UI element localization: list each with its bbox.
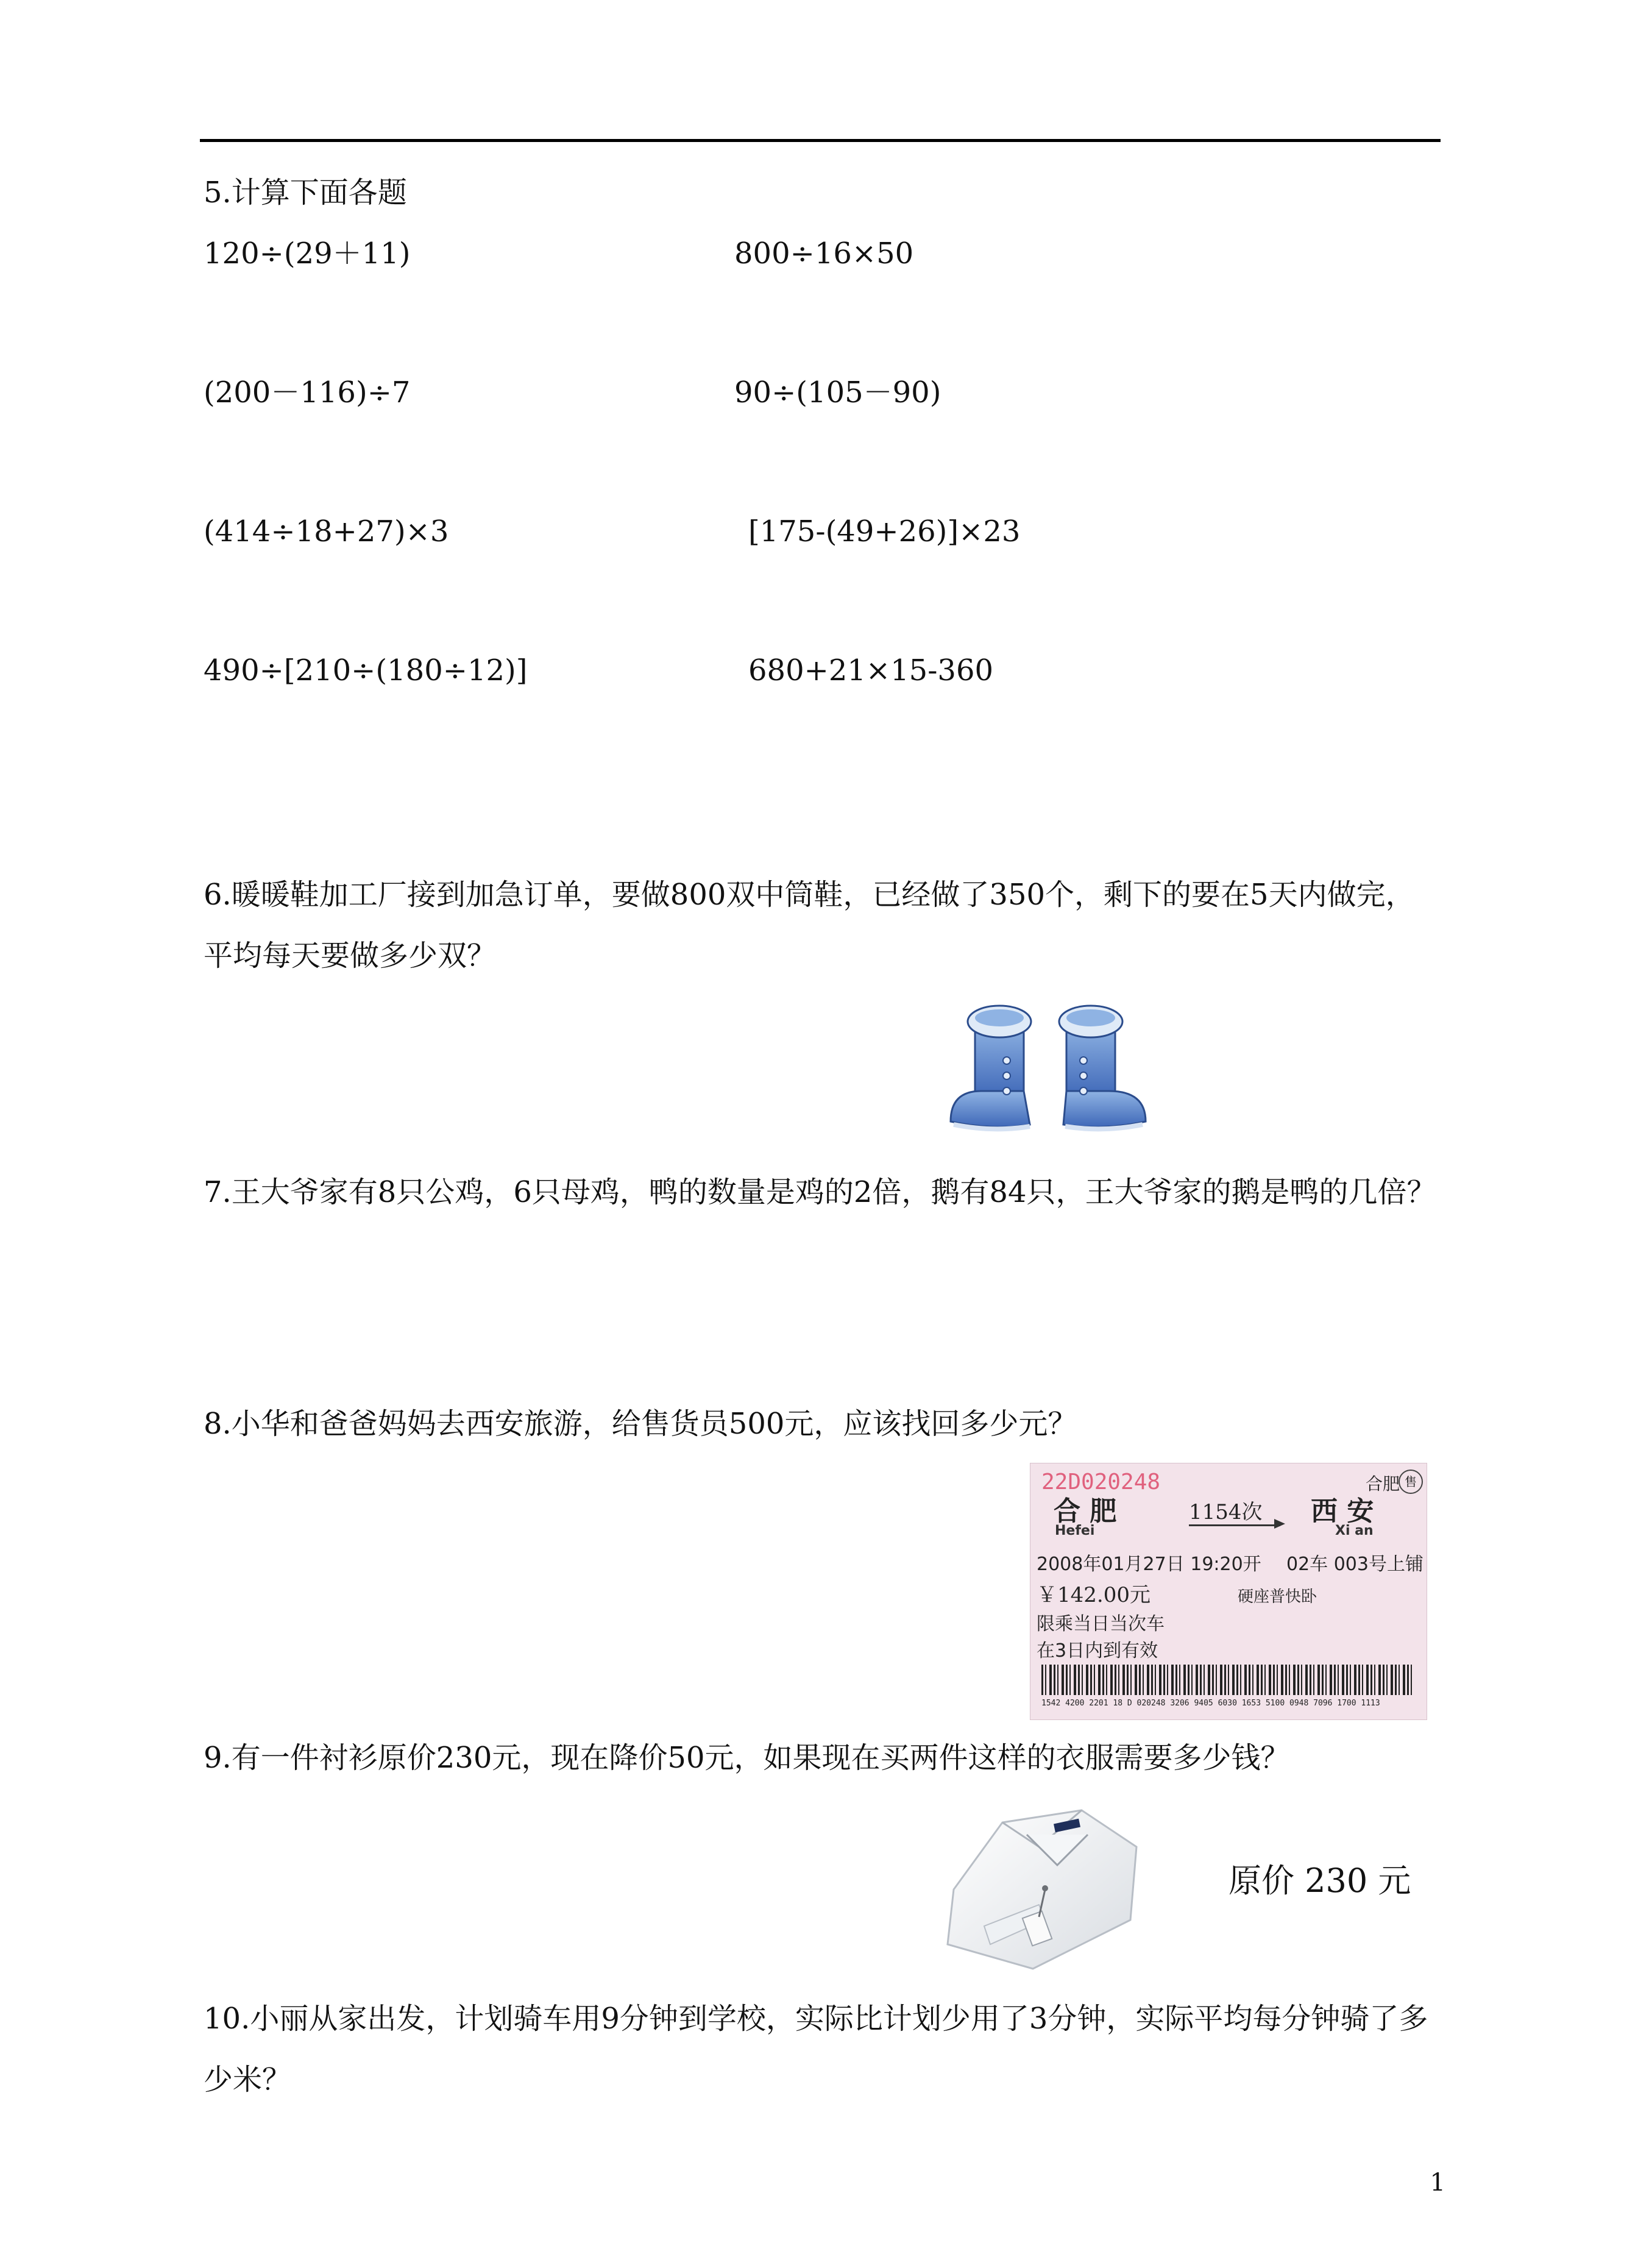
q5-problem-5: (414÷18+27)×3 (204, 514, 449, 549)
ticket-stamp: 售 (1399, 1470, 1423, 1494)
ticket-serial: 22D020248 (1041, 1470, 1161, 1495)
q5-problem-2: 800÷16×50 (734, 236, 914, 271)
ticket-note-2: 在3日内到有效 (1037, 1640, 1158, 1662)
ticket-datetime: 2008年01月27日 19:20开 (1037, 1554, 1261, 1575)
ticket-to: 西 安 (1311, 1496, 1374, 1527)
ticket-barcode (1041, 1665, 1413, 1695)
ticket-barcode-text: 1542 4200 2201 18 D 020248 3206 9405 6030 1653 5100 0948 7096 1700 1113 (1041, 1699, 1380, 1708)
q5-problem-3: (200－116)÷7 (204, 375, 411, 410)
ticket-seat: 02车 003号上铺 (1286, 1554, 1424, 1575)
q7-text: 7.王大爷家有8只公鸡，6只母鸡，鸭的数量是鸡的2倍，鹅有84只，王大爷家的鹅是鸭的几倍？ (204, 1175, 1436, 1209)
q9-text: 9.有一件衬衫原价230元，现在降价50元，如果现在买两件这样的衣服需要多少钱？ (204, 1741, 1290, 1775)
arrow-head-icon (1274, 1519, 1285, 1529)
q5-problem-1: 120÷(29＋11) (204, 236, 411, 271)
train-ticket (1030, 1463, 1427, 1720)
q9-price-label: 原价 230 元 (1228, 1861, 1411, 1900)
ticket-to-pinyin: Xi an (1335, 1523, 1374, 1538)
q5-problem-6: [175-(49+26)]×23 (748, 514, 1021, 549)
ticket-seat-type: 硬座普快卧 (1238, 1588, 1317, 1606)
ticket-note-1: 限乘当日当次车 (1037, 1613, 1165, 1635)
ticket-station-mark: 合肥 (1366, 1474, 1400, 1494)
shirt-illustration (935, 1798, 1146, 1975)
header-rule (200, 139, 1441, 142)
ticket-from: 合 肥 (1054, 1496, 1117, 1527)
ticket-train: 1154次 (1189, 1500, 1263, 1524)
q5-title: 5.计算下面各题 (204, 176, 407, 210)
q5-problem-8: 680+21×15-360 (748, 653, 994, 688)
ticket-arrow (1189, 1524, 1280, 1526)
ticket-price: ￥142.00元 (1037, 1583, 1150, 1607)
page-number: 1 (1430, 2169, 1445, 2197)
q5-problem-7: 490÷[210÷(180÷12)] (204, 653, 528, 688)
q8-text: 8.小华和爸爸妈妈去西安旅游，给售货员500元，应该找回多少元？ (204, 1407, 1077, 1441)
q10-text: 10.小丽从家出发，计划骑车用9分钟到学校，实际比计划少用了3分钟，实际平均每分钟骑了多少米？ (204, 2002, 1428, 2097)
q6-text: 6.暖暖鞋加工厂接到加急订单，要做800双中筒鞋，已经做了350个，剩下的要在5天内做完，平均每天要做多少双？ (204, 878, 1415, 973)
boots-illustration (938, 1000, 1170, 1140)
q5-problem-4: 90÷(105－90) (734, 375, 941, 410)
ticket-from-pinyin: Hefei (1055, 1523, 1095, 1538)
